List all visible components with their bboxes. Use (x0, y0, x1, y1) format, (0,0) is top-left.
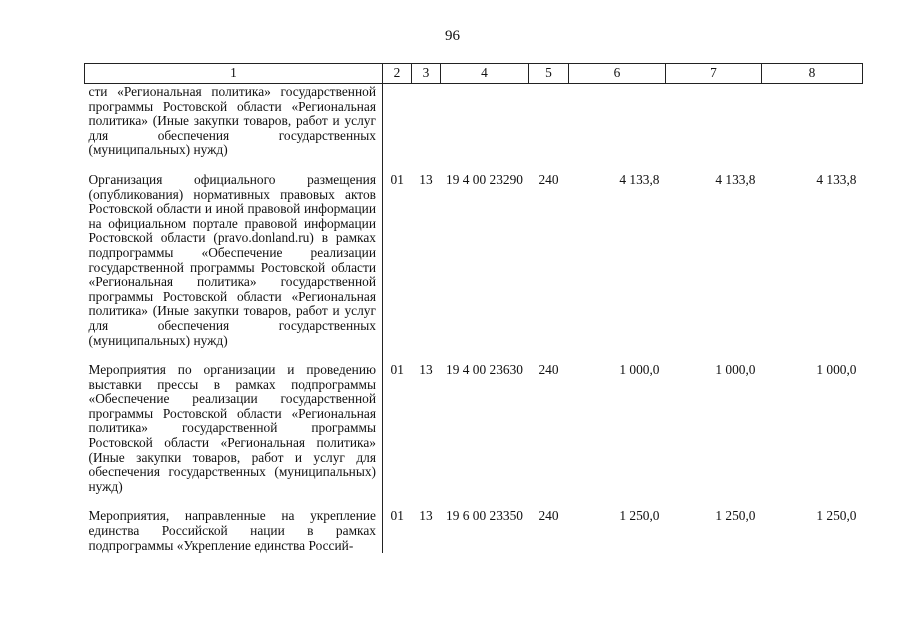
row-amount-1 (569, 84, 666, 158)
row-amount-2: 1 000,0 (715, 362, 756, 378)
row-amount-2: 4 133,8 (715, 171, 756, 187)
row-amount-3: 1 250,0 (816, 508, 857, 524)
table-row (85, 84, 863, 158)
row-section: 01 (390, 508, 404, 524)
row-target-article (441, 84, 529, 158)
header-col-5: 5 (529, 64, 569, 84)
table-row (85, 508, 863, 553)
page-number: 96 (445, 28, 460, 44)
row-description: Мероприятия, направленные на укрепление единства Российской нации в рамках подпрограммы «Укрепление единства Россий- (85, 508, 383, 553)
header-col-2: 2 (383, 64, 412, 84)
row-expense-type (529, 84, 569, 158)
row-description: Мероприятия по организации и проведению выставки прессы в рамках подпрограммы «Обеспечение реализации государственной программы Ростовской области «Региональная политика» государственной программы Ростовской области «Региональная политика» (Иные закупки товаров, работ и услуг для обеспечения государственных (муниципальных) нужд) (85, 362, 383, 494)
table-row (85, 362, 863, 494)
row-amount-3: 4 133,8 (816, 171, 857, 187)
header-col-6: 6 (569, 64, 666, 84)
table-row (85, 172, 863, 348)
header-col-7: 7 (666, 64, 762, 84)
row-subsection (412, 84, 441, 158)
header-col-8: 8 (762, 64, 863, 84)
budget-table (84, 63, 863, 553)
row-target-article: 19 4 00 23290 (446, 171, 523, 187)
header-col-4: 4 (441, 64, 529, 84)
row-subsection: 13 (419, 508, 433, 524)
row-amount-1: 1 000,0 (619, 362, 660, 378)
row-amount-2: 1 250,0 (715, 508, 756, 524)
header-col-1: 1 (85, 64, 383, 84)
row-expense-type: 240 (538, 362, 559, 378)
row-description: сти «Региональная политика» государственной программы Ростовской области «Региональная политика» (Иные закупки товаров, работ и услуг для обеспечения государственных (муниципальных) нужд) (85, 84, 383, 158)
row-subsection: 13 (419, 362, 433, 378)
row-target-article: 19 4 00 23630 (446, 362, 523, 378)
row-amount-3 (762, 84, 863, 158)
row-target-article: 19 6 00 23350 (446, 508, 523, 524)
row-subsection: 13 (419, 171, 433, 187)
row-amount-3: 1 000,0 (816, 362, 857, 378)
row-section: 01 (390, 171, 404, 187)
row-section: 01 (390, 362, 404, 378)
row-expense-type: 240 (538, 171, 559, 187)
header-row (85, 64, 863, 84)
row-amount-1: 1 250,0 (619, 508, 660, 524)
row-description: Организация официального размещения (опубликования) нормативных правовых актов Ростовской области и иной правовой информации на официальном портале правовой информации Ростовской области (pravo.donland.ru) в рамках подпрограммы «Обеспечение реализации государственной программы Ростовской области «Региональная политика» государственной программы Ростовской области «Региональная политика» (Иные закупки товаров, работ и услуг для обеспечения государственных (муниципальных) нужд) (85, 172, 383, 348)
row-amount-1: 4 133,8 (619, 171, 660, 187)
row-section (383, 84, 412, 158)
header-col-3: 3 (412, 64, 441, 84)
row-amount-2 (666, 84, 762, 158)
row-expense-type: 240 (538, 508, 559, 524)
